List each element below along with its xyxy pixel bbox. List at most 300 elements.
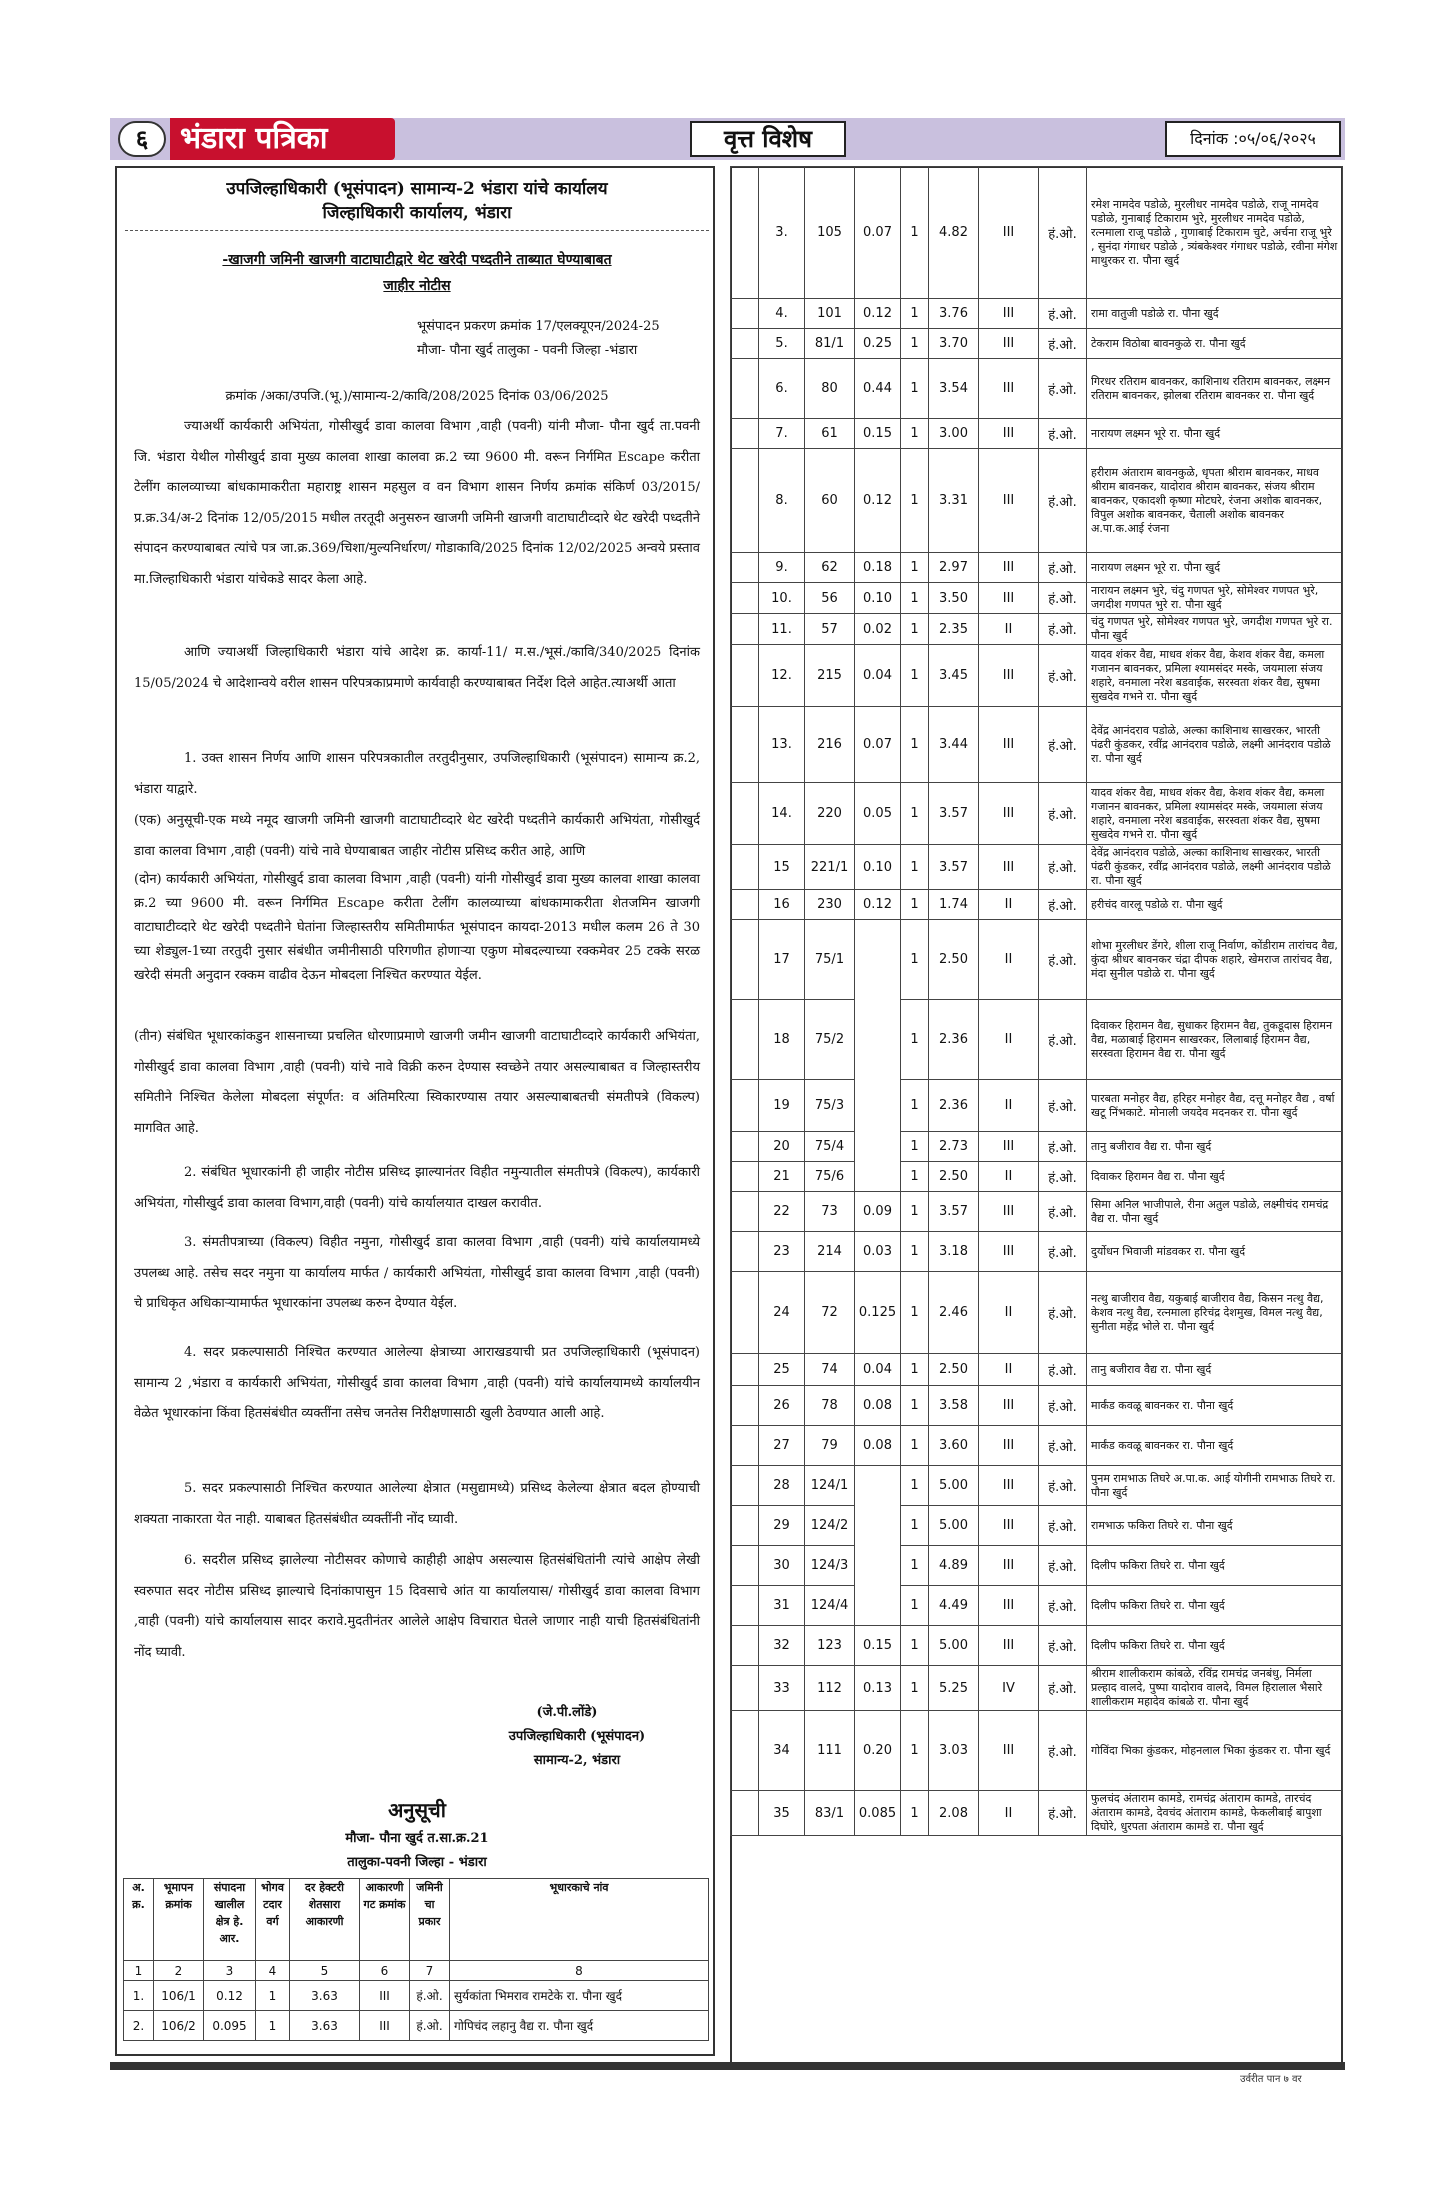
cell-blank [731, 1192, 759, 1232]
cell-blank [731, 553, 759, 583]
cell-blank [731, 1466, 759, 1506]
col-header-sr: अ. क्र. [124, 1879, 154, 1961]
cell-area: 0.12 [855, 299, 901, 329]
cell-name: सुर्यकांता भिमराव रामटेके रा. पौना खुर्द [450, 1981, 709, 2011]
cell-survey: 75/4 [805, 1132, 855, 1162]
cell-blank [731, 359, 759, 419]
cell-survey: 56 [805, 583, 855, 614]
cell-blank [731, 1232, 759, 1272]
table-row [731, 1426, 1343, 1466]
cell-survey: 73 [805, 1192, 855, 1232]
cell-sr: 22 [759, 1192, 805, 1232]
cell-type: हं.ओ. [1039, 299, 1087, 329]
table-row [731, 1791, 1343, 1836]
cell-area: 0.10 [855, 583, 901, 614]
cell-name: हरीराम अंताराम बावनकुळे, धृपता श्रीराम बावनकर, माधव श्रीराम बावनकर, यादोराव श्रीराम बावनकर, संजय श्रीराम बावनकर, एकादशी कृष्णा मोटघरे, रंजना अशोक बावनकर, विपुल अशोक बावनकर, चैताली अशोक बावनकर अ.पा.क.आई रंजना [1087, 449, 1343, 553]
cell-area: 0.13 [855, 1666, 901, 1711]
cell-type: हं.ओ. [410, 1981, 450, 2011]
cell-blank [731, 645, 759, 707]
cell-class: 1 [901, 419, 929, 449]
cell-area: 0.03 [855, 1232, 901, 1272]
cell-blank [731, 1354, 759, 1386]
cell-group: III [979, 1426, 1039, 1466]
cell-sr: 14. [759, 783, 805, 845]
cell-blank [731, 449, 759, 553]
cell-sr: 30 [759, 1546, 805, 1586]
cell-sr: 19 [759, 1080, 805, 1132]
cell-type: हं.ओ. [1039, 1711, 1087, 1791]
cell-name: टेकराम विठोबा बावनकुळे रा. पौना खुर्द [1087, 329, 1343, 359]
col-header-name: भूधारकाचे नांव [450, 1879, 709, 1961]
cell-rate: 3.57 [929, 783, 979, 845]
cell-sr: 12. [759, 645, 805, 707]
cell-group: IV [979, 1666, 1039, 1711]
cell-rate: 3.63 [290, 1981, 360, 2011]
cell-class: 1 [901, 1272, 929, 1354]
paragraph-8: 3. संमतीपत्राच्या (विकल्प) विहीत नमुना, गोसीखुर्द डावा कालवा विभाग ,वाही (पवनी) यांचे कार्यालयामध्ये उपलब्ध आहे. तसेच सदर नमुना या कार्यालय मार्फत / कार्यकारी अभियंता, गोसीखुर्द डावा कालवा विभाग ,वाही (पवनी) चे प्राधिकृत अधिकाऱ्यामार्फत भूधारकांना उपलब्ध करुन देण्यात येईल. [134, 1235, 700, 1311]
cell-name: नारायण लक्ष्मन भूरे रा. पौना खुर्द [1087, 553, 1343, 583]
col-header-type: जमिनी चा प्रकार [410, 1879, 450, 1961]
table-row [731, 1626, 1343, 1666]
cell-area: 0.18 [855, 553, 901, 583]
cell-class: 1 [901, 1000, 929, 1080]
cell-sr: 35 [759, 1791, 805, 1836]
cell-group: III [979, 583, 1039, 614]
cell-sr: 32 [759, 1626, 805, 1666]
cell-name: चंदु गणपत भुरे, सोमेश्वर गणपत भुरे, जगदीश गणपत भुरे रा. पौना खुर्द [1087, 614, 1343, 645]
cell-survey: 75/1 [805, 920, 855, 1000]
footer-bar [110, 2062, 1345, 2070]
cell-name: देवेंद्र आनंदराव पडोळे, अल्का काशिनाथ साखरकर, भारती पंढरी कुंडकर, रवींद्र आनंदराव पडोळे, लक्ष्मी आनंदराव पडोळे रा. पौना खुर्द [1087, 845, 1343, 890]
cell-name: नत्थु बाजीराव वैद्य, यकुबाई बाजीराव वैद्य, किसन नत्थु वैद्य, केशव नत्थु वैद्य, रत्नमाला हरिचंद्र देशमुख, विमल नत्थु वैद्य, सुनीता महेंद्र भोले रा. पौना खुर्द [1087, 1272, 1343, 1354]
cell-name: सिमा अनिल भाजीपाले, रीना अतुल पडोळे, लक्ष्मीचंद रामचंद्र वैद्य रा. पौना खुर्द [1087, 1192, 1343, 1232]
cell-blank [731, 783, 759, 845]
table-row [731, 1386, 1343, 1426]
col-number: 6 [360, 1961, 410, 1981]
col-number: 5 [290, 1961, 360, 1981]
cell-area [855, 1466, 901, 1626]
cell-survey: 62 [805, 553, 855, 583]
cell-group: III [979, 845, 1039, 890]
cell-blank [731, 920, 759, 1000]
table-row [731, 645, 1343, 707]
col-number: 4 [256, 1961, 290, 1981]
table-row [731, 1466, 1343, 1506]
cell-group: III [979, 1506, 1039, 1546]
cell-area: 0.25 [855, 329, 901, 359]
cell-name: मार्कंड कवळू बावनकर रा. पौना खुर्द [1087, 1426, 1343, 1466]
cell-area: 0.04 [855, 1354, 901, 1386]
village-line: मौजा- पौना खुर्द तालुका - पवनी जिल्हा -भंडारा [417, 343, 638, 358]
cell-sr: 3. [759, 167, 805, 299]
table-row [124, 2011, 709, 2041]
cell-class: 1 [901, 359, 929, 419]
paragraph-9: 4. सदर प्रकल्पासाठी निश्चित करण्यात आलेल्या क्षेत्राच्या आराखडयाची प्रत उपजिल्हाधिकारी (भूसंपादन) सामान्य 2 ,भंडारा व कार्यकारी अभियंता, गोसीखुर्द डावा कालवा विभाग ,वाही (पवनी) यांचे कार्यालयामध्ये कार्यालयीन वेळेत भूधारकांना किंवा हितसंबंधीत व्यक्तींना तसेच जनतेस निरीक्षणासाठी खुली ठेवण्यात आली आहे. [134, 1345, 700, 1421]
cell-group: III [979, 449, 1039, 553]
table-row [731, 583, 1343, 614]
cell-class: 1 [901, 299, 929, 329]
cell-blank [731, 1272, 759, 1354]
cell-survey: 101 [805, 299, 855, 329]
cell-group: III [360, 2011, 410, 2041]
cell-group: II [979, 1354, 1039, 1386]
cell-rate: 2.36 [929, 1080, 979, 1132]
cell-type: हं.ओ. [1039, 845, 1087, 890]
table-row [731, 920, 1343, 1000]
schedule-table-left [123, 1878, 709, 2041]
cell-sr: 25 [759, 1354, 805, 1386]
cell-type: हं.ओ. [1039, 1626, 1087, 1666]
cell-blank [731, 1506, 759, 1546]
table-row [124, 1981, 709, 2011]
paragraph-6: (तीन) संबंधित भूधारकांकडुन शासनाच्या प्रचलित धोरणाप्रमाणे खाजगी जमीन खाजगी वाटाघाटीव्दारे कार्यकारी अभियंता, गोसीखुर्द डावा कालवा विभाग ,वाही (पवनी) यांचे नावे विक्री करुन देण्यास स्वच्छेने तयार असल्याबाबत व जिल्हास्तरीय समितीने निश्चित केलेला मोबदला संपूर्णत: व अंतिमरित्या स्विकारण्यास तयार असल्याबाबतची संमतीपत्रे (विकल्प) मागवित आहे. [134, 1029, 700, 1136]
cell-name: गोविंदा भिका कुंडकर, मोहनलाल भिका कुंडकर रा. पौना खुर्द [1087, 1711, 1343, 1791]
cell-area: 0.08 [855, 1386, 901, 1426]
cell-area: 0.125 [855, 1272, 901, 1354]
cell-class: 1 [901, 1466, 929, 1506]
cell-class: 1 [901, 167, 929, 299]
cell-sr: 26 [759, 1386, 805, 1426]
cell-rate: 1.74 [929, 890, 979, 920]
cell-class: 1 [901, 1386, 929, 1426]
cell-sr: 6. [759, 359, 805, 419]
cell-area: 0.15 [855, 1626, 901, 1666]
cell-rate: 2.97 [929, 553, 979, 583]
cell-type: हं.ओ. [1039, 449, 1087, 553]
paragraph-1: ज्याअर्थी कार्यकारी अभियंता, गोसीखुर्द डावा कालवा विभाग ,वाही (पवनी) यांनी मौजा- पौना खुर्द ता.पवनी जि. भंडारा येथील गोसीखुर्द डावा मुख्य कालवा शाखा कालवा क्र.2 च्या 9600 मी. वरून निर्गमित Escape करीता टेलींग कालव्याच्या बांधकामाकरीता महाराष्ट्र शासन महसुल व वन विभाग शासन निर्णय क्रमांक संकिर्ण 03/2015/ प्र.क्र.34/अ-2 दिनांक 12/05/2015 मधील तरतूदी अनुसरुन खाजगी जमिनी खाजगी वाटाघाटीव्दारे थेट खरेदी पध्दतीने संपादन करण्याबाबत त्यांचे पत्र जा.क्र.369/चिशा/मुल्यनिर्धारण/ गोडाकावि/2025 दिनांक 12/02/2025 अन्वये प्रस्ताव मा.जिल्हाधिकारी भंडारा यांचेकडे सादर केला आहे. [134, 419, 700, 587]
col-header-survey: भूमापन क्रमांक [154, 1879, 204, 1961]
cell-blank [731, 1586, 759, 1626]
cell-group: II [979, 1272, 1039, 1354]
cell-rate: 4.89 [929, 1546, 979, 1586]
cell-rate: 5.00 [929, 1626, 979, 1666]
cell-class: 1 [901, 783, 929, 845]
cell-class: 1 [256, 2011, 290, 2041]
cell-survey: 220 [805, 783, 855, 845]
cell-name: तानु बजीराव वैद्य रा. पौना खुर्द [1087, 1132, 1343, 1162]
cell-class: 1 [901, 1162, 929, 1192]
table-row [731, 167, 1343, 299]
cell-type: हं.ओ. [1039, 329, 1087, 359]
dashed-divider [125, 230, 709, 231]
cell-rate: 2.35 [929, 614, 979, 645]
cell-survey: 74 [805, 1354, 855, 1386]
cell-type: हं.ओ. [1039, 920, 1087, 1000]
col-header-rate: दर हेक्टरी शेतसारा आकारणी [290, 1879, 360, 1961]
cell-area: 0.20 [855, 1711, 901, 1791]
schedule-taluka: तालुका-पवनी जिल्हा - भंडारा [347, 1855, 487, 1870]
cell-group: III [979, 645, 1039, 707]
table-row [731, 359, 1343, 419]
cell-survey: 221/1 [805, 845, 855, 890]
cell-sr: 24 [759, 1272, 805, 1354]
cell-sr: 27 [759, 1426, 805, 1466]
cell-survey: 81/1 [805, 329, 855, 359]
cell-sr: 9. [759, 553, 805, 583]
cell-type: हं.ओ. [1039, 1791, 1087, 1836]
signatory-name: (जे.पी.लोंडे) [536, 1705, 598, 1720]
col-number: 1 [124, 1961, 154, 1981]
cell-rate: 2.50 [929, 1162, 979, 1192]
cell-blank [731, 890, 759, 920]
cell-group: III [979, 1626, 1039, 1666]
office-line-1: उपजिल्हाधिकारी (भूसंपादन) सामान्य-2 भंडारा यांचे कार्यालय [226, 179, 608, 199]
cell-name: यादव शंकर वैद्य, माधव शंकर वैद्य, केशव शंकर वैद्य, कमला गजानन बावनकर, प्रमिला श्यामसंदर मस्के, जयमाला संजय शहारे, वनमाला नरेश बडवाईक, सरस्वता शंकर वैद्य, सुषमा सुखदेव गभने रा. पौना खुर्द [1087, 783, 1343, 845]
cell-survey: 111 [805, 1711, 855, 1791]
cell-survey: 124/1 [805, 1466, 855, 1506]
cell-survey: 83/1 [805, 1791, 855, 1836]
table-row [731, 329, 1343, 359]
cell-blank [731, 1080, 759, 1132]
table-row [731, 1232, 1343, 1272]
cell-class: 1 [901, 614, 929, 645]
cell-sr: 1. [124, 1981, 154, 2011]
cell-group: III [979, 167, 1039, 299]
cell-survey: 79 [805, 1426, 855, 1466]
cell-sr: 5. [759, 329, 805, 359]
cell-class: 1 [901, 449, 929, 553]
table-row [731, 783, 1343, 845]
cell-name: दिवाकर हिरामन वैद्य रा. पौना खुर्द [1087, 1162, 1343, 1192]
reference-line: क्रमांक /अका/उपजि.(भू.)/सामान्य-2/कावि/208/2025 दिनांक 03/06/2025 [225, 389, 609, 404]
cell-type: हं.ओ. [1039, 614, 1087, 645]
cell-class: 1 [901, 845, 929, 890]
cell-sr: 16 [759, 890, 805, 920]
table-row [731, 553, 1343, 583]
cell-area [855, 920, 901, 1192]
cell-class: 1 [901, 1080, 929, 1132]
schedule-title: अनुसूची [388, 1798, 446, 1822]
cell-rate: 3.76 [929, 299, 979, 329]
paper-name: भंडारा पत्रिका [170, 118, 395, 160]
cell-type: हं.ओ. [1039, 359, 1087, 419]
cell-sr: 4. [759, 299, 805, 329]
cell-type: हं.ओ. [1039, 1354, 1087, 1386]
cell-group: III [979, 329, 1039, 359]
cell-sr: 2. [124, 2011, 154, 2041]
cell-rate: 5.25 [929, 1666, 979, 1711]
col-number: 3 [204, 1961, 256, 1981]
cell-type: हं.ओ. [1039, 1666, 1087, 1711]
cell-area: 0.12 [855, 890, 901, 920]
cell-survey: 75/6 [805, 1162, 855, 1192]
cell-class: 1 [901, 1506, 929, 1546]
cell-sr: 31 [759, 1586, 805, 1626]
cell-group: III [979, 1546, 1039, 1586]
cell-group: III [979, 1386, 1039, 1426]
cell-class: 1 [901, 707, 929, 783]
office-line-2: जिल्हाधिकारी कार्यालय, भंडारा [322, 203, 512, 223]
notice-column [115, 166, 715, 2056]
section-title: वृत्त विशेष [690, 121, 846, 157]
cell-area: 0.10 [855, 845, 901, 890]
cell-type: हं.ओ. [1039, 1546, 1087, 1586]
cell-area: 0.095 [204, 2011, 256, 2041]
cell-rate: 3.31 [929, 449, 979, 553]
cell-area: 0.15 [855, 419, 901, 449]
cell-class: 1 [901, 1586, 929, 1626]
cell-rate: 3.58 [929, 1386, 979, 1426]
table-row [731, 1132, 1343, 1162]
cell-rate: 3.63 [290, 2011, 360, 2041]
cell-sr: 18 [759, 1000, 805, 1080]
cell-type: हं.ओ. [1039, 1386, 1087, 1426]
cell-survey: 123 [805, 1626, 855, 1666]
cell-type: हं.ओ. [1039, 1232, 1087, 1272]
cell-type: हं.ओ. [1039, 583, 1087, 614]
cell-rate: 2.50 [929, 1354, 979, 1386]
cell-group: II [979, 1080, 1039, 1132]
paragraph-10: 5. सदर प्रकल्पासाठी निश्चित करण्यात आलेल्या क्षेत्रात (मसुद्यामध्ये) प्रसिध्द केलेल्या क्षेत्रात बदल होण्याची शक्यता नाकारता येत नाही. याबाबत हितसंबंधीत व्यक्तींनी नोंद घ्यावी. [134, 1481, 700, 1527]
col-header-area: संपादना खालील क्षेत्र हे. आर. [204, 1879, 256, 1961]
cell-blank [731, 299, 759, 329]
cell-name: मार्कंड कवळू बावनकर रा. पौना खुर्द [1087, 1386, 1343, 1426]
cell-rate: 2.08 [929, 1791, 979, 1836]
table-row [731, 1000, 1343, 1080]
cell-rate: 3.18 [929, 1232, 979, 1272]
table-row [731, 845, 1343, 890]
cell-name: रामा वातुजी पडोळे रा. पौना खुर्द [1087, 299, 1343, 329]
cell-blank [731, 707, 759, 783]
cell-class: 1 [901, 890, 929, 920]
cell-group: II [979, 920, 1039, 1000]
cell-name: श्रीराम शालीकराम कांबळे, रविंद्र रामचंद्र जनबंधु, निर्मला प्रल्हाद वालदे, पुष्पा यादोराव वालदे, विमल हिरालाल भैसारे शालीकराम महादेव कांबळे रा. पौना खुर्द [1087, 1666, 1343, 1711]
cell-sr: 11. [759, 614, 805, 645]
col-number: 2 [154, 1961, 204, 1981]
cell-class: 1 [901, 329, 929, 359]
notice-subject: -खाजगी जमिनी खाजगी वाटाघाटीद्वारे थेट खरेदी पध्दतीने ताब्यात घेण्याबाबत [222, 252, 612, 268]
cell-type: हं.ओ. [1039, 1466, 1087, 1506]
cell-name: रामभाऊ फकिरा तिघरे रा. पौना खुर्द [1087, 1506, 1343, 1546]
cell-survey: 61 [805, 419, 855, 449]
cell-rate: 2.36 [929, 1000, 979, 1080]
cell-group: III [979, 1711, 1039, 1791]
cell-rate: 3.70 [929, 329, 979, 359]
cell-blank [731, 1000, 759, 1080]
cell-group: II [979, 1162, 1039, 1192]
cell-class: 1 [901, 553, 929, 583]
cell-blank [731, 614, 759, 645]
cell-name: हरीचंद वारलू पडोळे रा. पौना खुर्द [1087, 890, 1343, 920]
cell-name: शोभा मुरलीधर डेंगरे, शीला राजू निर्वाण, कोंडीराम तारांचद वैद्य, कुंदा श्रीधर बावनकर चंद्रा दीपक शहारे, खेमराज तारांचद वैद्य, मंदा सुनील पडोळे रा. पौना खुर्द [1087, 920, 1343, 1000]
cell-blank [731, 1386, 759, 1426]
cell-rate: 3.57 [929, 1192, 979, 1232]
col-number: 8 [450, 1961, 709, 1981]
cell-sr: 10. [759, 583, 805, 614]
notice-heading: जाहीर नोटीस [383, 278, 451, 294]
cell-survey: 112 [805, 1666, 855, 1711]
cell-survey: 57 [805, 614, 855, 645]
cell-class: 1 [901, 1711, 929, 1791]
cell-blank [731, 1132, 759, 1162]
cell-name: देवेंद्र आनंदराव पडोळे, अल्का काशिनाथ साखरकर, भारती पंढरी कुंडकर, रवींद्र आनंदराव पडोळे, लक्ष्मी आनंदराव पडोळे रा. पौना खुर्द [1087, 707, 1343, 783]
cell-type: हं.ओ. [1039, 1000, 1087, 1080]
paragraph-2: आणि ज्याअर्थी जिल्हाधिकारी भंडारा यांचे आदेश क्र. कार्या-11/ म.स./भूसं./कावि/340/2025 दिनांक 15/05/2024 चे आदेशान्वये वरील शासन परिपत्रकाप्रमाणे कार्यवाही करण्याबाबत निर्देश दिले आहेत.त्याअर्थी आता [134, 645, 700, 691]
cell-group: III [979, 1466, 1039, 1506]
signatory-title: उपजिल्हाधिकारी (भूसंपादन) [508, 1729, 646, 1744]
col-header-class: भोगव टदार वर्ग [256, 1879, 290, 1961]
schedule-village: मौजा- पौना खुर्द त.सा.क्र.21 [345, 1831, 489, 1846]
cell-group: II [979, 1000, 1039, 1080]
cell-name: दिवाकर हिरामन वैद्य, सुधाकर हिरामन वैद्य, तुकडूदास हिरामन वैद्य, मळाबाई हिरामन साखरकर, लिलाबाई हिरामन वैद्य, सरस्वता हिरामन वैद्य रा. पौना खुर्द [1087, 1000, 1343, 1080]
cell-name: दिलीप फकिरा तिघरे रा. पौना खुर्द [1087, 1546, 1343, 1586]
cell-name: दिलीप फकिरा तिघरे रा. पौना खुर्द [1087, 1586, 1343, 1626]
cell-sr: 28 [759, 1466, 805, 1506]
cell-class: 1 [256, 1981, 290, 2011]
table-row [731, 1666, 1343, 1711]
cell-sr: 21 [759, 1162, 805, 1192]
cell-sr: 7. [759, 419, 805, 449]
cell-name: दुर्योधन भिवाजी मांडवकर रा. पौना खुर्द [1087, 1232, 1343, 1272]
cell-class: 1 [901, 1626, 929, 1666]
cell-rate: 3.44 [929, 707, 979, 783]
cell-class: 1 [901, 1354, 929, 1386]
signatory-place: सामान्य-2, भंडारा [533, 1753, 621, 1768]
cell-area: 0.085 [855, 1791, 901, 1836]
cell-blank [731, 419, 759, 449]
cell-rate: 4.82 [929, 167, 979, 299]
cell-type: हं.ओ. [1039, 1272, 1087, 1354]
cell-rate: 2.46 [929, 1272, 979, 1354]
cell-type: हं.ओ. [1039, 783, 1087, 845]
cell-sr: 8. [759, 449, 805, 553]
cell-type: हं.ओ. [1039, 1506, 1087, 1546]
cell-survey: 75/3 [805, 1080, 855, 1132]
date-line: दिनांक :०५/०६/२०२५ [1165, 121, 1341, 157]
cell-area: 0.04 [855, 645, 901, 707]
cell-survey: 78 [805, 1386, 855, 1426]
cell-group: III [979, 299, 1039, 329]
cell-type: हं.ओ. [1039, 890, 1087, 920]
paragraph-5: (दोन) कार्यकारी अभियंता, गोसीखुर्द डावा कालवा विभाग ,वाही (पवनी) यांनी गोसीखुर्द डावा मुख्य कालवा शाखा कालवा क्र.2 च्या 9600 मी. वरून निर्गमित Escape करीता टेलींग कालव्याच्या बांधकामाकरीता शेतजमिन खाजगी वाटाघाटीव्दारे थेट खरेदी पध्दतीने घेतांना जिल्हास्तरीय समितीमार्फत भूसंपादन कायदा-2013 मधील कलम 26 ते 30 च्या शेड्युल-1च्या तरतुदी नुसार संबंधीत जमीनीसाठी परिगणीत होणाऱ्या एकुण मोबदल्याच्या रक्कमेवर 25 टक्के सरळ खरेदी संमती अनुदान रक्कम वाढीव देऊन मोबदला निश्चित करण्यात येईल. [134, 872, 700, 983]
cell-type: हं.ओ. [1039, 1426, 1087, 1466]
cell-sr: 17 [759, 920, 805, 1000]
cell-name: गोपिचंद लहानु वैद्य रा. पौना खुर्द [450, 2011, 709, 2041]
cell-survey: 80 [805, 359, 855, 419]
table-row [731, 1506, 1343, 1546]
cell-name: पुनम रामभाऊ तिघरे अ.पा.क. आई योगीनी रामभाऊ तिघरे रा. पौना खुर्द [1087, 1466, 1343, 1506]
cell-rate: 3.03 [929, 1711, 979, 1791]
cell-name: दिलीप फकिरा तिघरे रा. पौना खुर्द [1087, 1626, 1343, 1666]
table-row [731, 1586, 1343, 1626]
cell-area: 0.07 [855, 167, 901, 299]
cell-class: 1 [901, 920, 929, 1000]
cell-group: III [360, 1981, 410, 2011]
cell-rate: 3.60 [929, 1426, 979, 1466]
cell-type: हं.ओ. [1039, 419, 1087, 449]
col-header-group: आकारणी गट क्रमांक [360, 1879, 410, 1961]
case-number: भूसंपादन प्रकरण क्रमांक 17/एलक्यूएन/2024-25 [417, 319, 660, 334]
cell-type: हं.ओ. [1039, 1162, 1087, 1192]
cell-name: रमेश नामदेव पडोळे, मुरलीधर नामदेव पडोळे, राजू नामदेव पडोळे, गुनाबाई टिकाराम भुरे, मुरलीधर नामदेव पडोळे, रत्नमाला राजू पडोळे , गुणाबाई टिकाराम चुटे, अर्चना राजू भुरे , सुनंदा गंगाधर पडोळे , त्र्यंबकेश्वर गंगाधर पडोळे, रवीना मंगेश माथुरकर रा. पौना खुर्द [1087, 167, 1343, 299]
paragraph-7: 2. संबंधित भूधारकांनी ही जाहीर नोटीस प्रसिध्द झाल्यानंतर विहीत नमुन्यातील संमतीपत्रे (विकल्प), कार्यकारी अभियंता, गोसीखुर्द डावा कालवा विभाग,वाही (पवनी) यांचे कार्यालयात दाखल करावीत. [134, 1165, 700, 1211]
cell-class: 1 [901, 1132, 929, 1162]
cell-name: यादव शंकर वैद्य, माधव शंकर वैद्य, केशव शंकर वैद्य, कमला गजानन बावनकर, प्रमिला श्यामसंदर मस्के, जयमाला संजय शहारे, वनमाला नरेश बडवाईक, सरस्वता शंकर वैद्य, सुषमा सुखदेव गभने रा. पौना खुर्द [1087, 645, 1343, 707]
cell-class: 1 [901, 645, 929, 707]
cell-class: 1 [901, 1546, 929, 1586]
cell-type: हं.ओ. [410, 2011, 450, 2041]
cell-area: 0.05 [855, 783, 901, 845]
cell-blank [731, 1711, 759, 1791]
table-row [731, 1546, 1343, 1586]
schedule-table-right [730, 166, 1343, 1836]
paragraph-4: (एक) अनुसूची-एक मध्ये नमूद खाजगी जमिनी खाजगी वाटाघाटीव्दारे थेट खरेदी पध्दतीने कार्यकारी अभियंता, गोसीखुर्द डावा कालवा विभाग ,वाही (पवनी) यांचे नावे घेण्याबाबत जाहीर नोटीस प्रसिध्द करीत आहे, आणि [134, 813, 700, 859]
cell-survey: 214 [805, 1232, 855, 1272]
cell-area: 0.44 [855, 359, 901, 419]
cell-blank [731, 583, 759, 614]
cell-sr: 33 [759, 1666, 805, 1711]
cell-class: 1 [901, 1192, 929, 1232]
